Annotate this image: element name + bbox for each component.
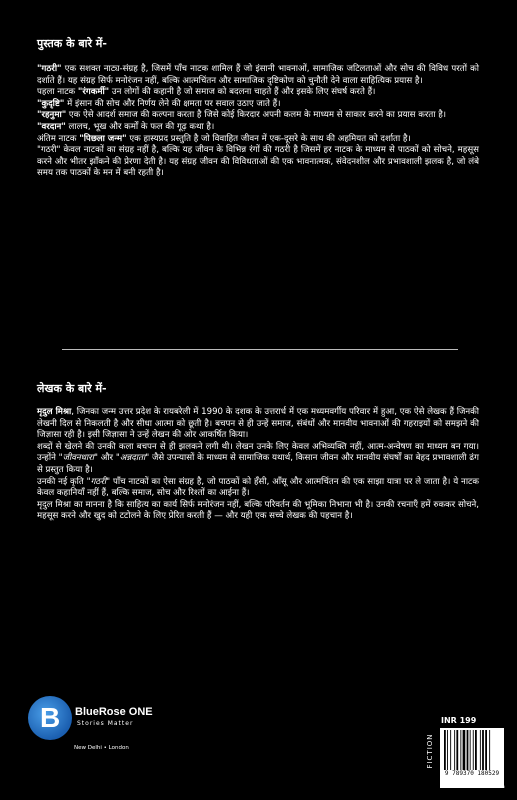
- publisher-logo-letter: B: [40, 702, 61, 733]
- author-belief-paragraph: मृदुल मिश्रा का मानना है कि साहित्य का कार्य सिर्फ मनोरंजन नहीं, बल्कि परिवर्तन की भूमिका निभाना भी है। उनकी रचनाएँ हमें रुककर सोचने, महसूस करने और खुद को टटोलने के लिए प्रेरित करती हैं — और यही एक सच्चे लेखक की पहचान है।: [37, 499, 479, 522]
- play-5-text: एक हास्यप्रद प्रस्तुति है जो विवाहित जीवन में एक-दूसरे के साथ की अहमियत को दर्शाता है।: [126, 133, 411, 144]
- play-1-text: उन लोगों की कहानी है जो समाज को बदलना चाहते हैं और इसके लिए संघर्ष करते हैं।: [109, 87, 376, 98]
- author-works-text-a: शब्दों से खेलने की उनकी कला बचपन से ही झलकने लगी थी। लेखन उनके लिए केवल अभिव्यक्ति नहीं, आत्म-अन्वेषण का माध्यम बन गया। उन्होंने: [37, 441, 479, 464]
- price-label: INR 199: [441, 716, 477, 725]
- about-author-heading: लेखक के बारे में-: [37, 382, 107, 395]
- play-5-title: "पिछला जन्म": [79, 133, 127, 144]
- publisher-website: www.BlueRoseOne.com: [440, 784, 505, 790]
- play-3-paragraph: [37, 110, 479, 122]
- book-intro-paragraph: [37, 64, 479, 87]
- isbn-barcode: [440, 728, 504, 788]
- book-title: "गठरी": [37, 64, 62, 74]
- author-new-book: "गठरी": [86, 476, 111, 487]
- play-3-title: "रहनुमा": [37, 110, 67, 121]
- author-book-1: "जीवनधारा": [58, 453, 98, 464]
- about-book-text: [37, 64, 479, 180]
- about-author-text: [37, 407, 479, 523]
- play-4-title: "वरदान": [37, 121, 66, 132]
- play-5-prefix: अंतिम नाटक: [37, 133, 80, 144]
- author-new-work-paragraph: [37, 477, 479, 500]
- play-1-paragraph: [37, 87, 479, 99]
- play-2-title: "कुदृष्टि": [37, 98, 65, 109]
- publisher-cities: New Delhi • London: [74, 745, 129, 751]
- publisher-name: BlueRose ONE: [75, 706, 153, 718]
- publisher-logo-icon: [28, 696, 72, 740]
- isbn-digits: 9 789370 180529: [444, 770, 500, 777]
- play-4-text: लालच, भूख और कर्मों के फल की गूढ़ कथा है।: [65, 121, 215, 132]
- genre-label: [425, 722, 435, 782]
- publisher-logo: [28, 692, 153, 772]
- author-bio-text: , जिनका जन्म उत्तर प्रदेश के रायबरेली में 1990 के दशक के उत्तरार्ध में एक मध्यमवर्गीय परिवार में हुआ, एक ऐसे लेखक हैं जिनकी लेखनी दिल से निकलती है और सीधा आत्मा को छूती है। बचपन से ही उन्हें समाज, संबंधों और मानवीय भावनाओं की गहराइयों को समझने की जिज्ञासा रही है। इसी जिज्ञासा ने उन्हें लेखन की ओर आकर्षित किया।: [37, 407, 479, 441]
- about-book-heading: पुस्तक के बारे में-: [37, 37, 107, 50]
- section-divider: [62, 349, 458, 350]
- play-2-paragraph: [37, 99, 479, 111]
- play-1-title: "रंगकर्मी": [77, 87, 110, 98]
- play-1-prefix: पहला नाटक: [37, 87, 78, 98]
- play-3-text: एक ऐसे आदर्श समाज की कल्पना करता है जिसे कोई किरदार अपनी कलम के माध्यम से साकार करने का प्रयास करता है।: [66, 110, 447, 121]
- play-4-paragraph: [37, 122, 479, 134]
- author-works-text-b: और: [97, 453, 116, 464]
- genre-text: FICTION: [426, 733, 434, 769]
- author-new-work-text-b: पाँच नाटकों का ऐसा संग्रह है, जो पाठकों को हँसी, आँसू और आत्मचिंतन की एक साझा यात्रा पर ले जाता है। ये नाटक केवल कहानियाँ नहीं हैं, बल्कि समाज, सोच और रिश्तों का आईना हैं।: [37, 476, 479, 499]
- author-name: मृदुल मिश्रा: [37, 407, 72, 417]
- author-works-paragraph: [37, 442, 479, 477]
- author-bio-paragraph: [37, 407, 479, 442]
- barcode-icon: [443, 730, 501, 770]
- play-2-text: में इंसान की सोच और निर्णय लेने की क्षमता पर सवाल उठाए जाते हैं।: [64, 98, 281, 109]
- author-new-work-text-a: उनकी नई कृति: [37, 476, 87, 487]
- author-book-2: "अन्नदाता": [115, 453, 150, 464]
- book-intro-text: एक सशक्त नाट्य-संग्रह है, जिसमें पाँच नाटक शामिल हैं जो इंसानी भावनाओं, सामाजिक जटिलताओं और सोच की विविध परतों को दर्शाते हैं। यह संग्रह सिर्फ मनोरंजन नहीं, बल्कि आत्मचिंतन और सामाजिक दृष्टिकोण को चुनौती देने वाला साहित्यिक प्रयास है।: [37, 64, 479, 86]
- author-works-text-c: जैसे उपन्यासों के माध्यम से सामाजिक यथार्थ, किसान जीवन और मानवीय संघर्षों का बेहद प्रभावशाली ढंग से प्रस्तुत किया है।: [37, 453, 479, 475]
- publisher-tagline: Stories Matter: [77, 720, 134, 727]
- book-summary-paragraph: "गठरी" केवल नाटकों का संग्रह नहीं है, बल्कि यह जीवन के विभिन्न रंगों की गठरी है जिसमें हर नाटक के माध्यम से पाठकों को सोचने, महसूस करने और भीतर झाँकने की प्रेरणा देती है। यह संग्रह जीवन की विविधताओं की एक भावनात्मक, संवेदनशील और प्रभावशाली झलक है, जो लंबे समय तक पाठकों के मन में बनी रहती है।: [37, 145, 479, 179]
- play-5-paragraph: [37, 134, 479, 146]
